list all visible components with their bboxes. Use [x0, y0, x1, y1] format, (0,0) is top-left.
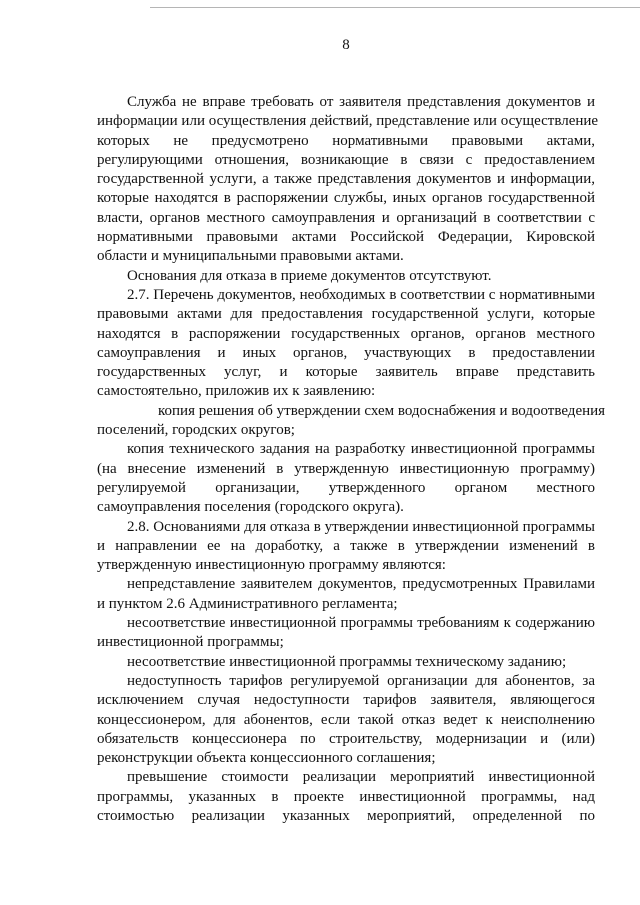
text-line: поселений, городских округов; [97, 422, 295, 439]
text-line: несоответствие инвестиционной программы требованиям к содержанию [127, 615, 595, 632]
paragraph [97, 768, 595, 826]
text-line: Основания для отказа в приеме документов отсутствуют. [127, 267, 492, 284]
text-line: инвестиционной программы; [97, 634, 284, 651]
text-line: 2.7. Перечень документов, необходимых в соответствии с нормативными [127, 286, 595, 303]
text-line: самостоятельно, приложив их к заявлению: [97, 383, 376, 400]
text-line: (на внесение изменений в утвержденную инвестиционную программу) [97, 460, 595, 477]
text-line: несоответствие инвестиционной программы техническому заданию; [127, 653, 567, 670]
paragraph [97, 286, 595, 402]
text-line: самоуправления и иных органов, участвующих в предоставлении [97, 344, 595, 361]
text-line: Служба не вправе требовать от заявителя представления документов и [127, 94, 595, 110]
page-number: 8 [342, 37, 350, 53]
paragraph [97, 518, 595, 576]
text-line: исключением случая недоступности тарифов заявителя, являющегося [97, 692, 595, 709]
text-line: правовыми актами для предоставления государственной услуги, которые [97, 306, 595, 323]
text-line: превышение стоимости реализации мероприятий инвестиционной [127, 769, 595, 786]
text-line: информации или осуществления действий, представление или осуществление [97, 113, 599, 130]
text-line: и направлении ее на доработку, а также в утверждении изменений в [97, 537, 595, 554]
document-body [97, 93, 606, 826]
text-line: которые находятся в распоряжении службы, иных органов государственной [97, 190, 595, 207]
paragraph [97, 93, 599, 267]
text-line: находятся в распоряжении государственных органов, органов местного [97, 325, 595, 342]
paragraph [97, 402, 606, 441]
text-line: регулирующими отношения, возникающие в связи с предоставлением [97, 151, 595, 168]
text-line: копия технического задания на разработку инвестиционной программы [127, 441, 595, 458]
text-line: которых не предусмотрено нормативными правовыми актами, [97, 132, 595, 149]
text-line: государственных услуг, и которые заявитель вправе представить [97, 364, 595, 381]
paragraph [97, 440, 595, 517]
text-line: копия решения об утверждении схем водоснабжения и водоотведения [158, 402, 606, 419]
text-line: стоимостью реализации указанных мероприятий, определенной по [97, 807, 595, 824]
text-line: обязательств концессионера по строительству, модернизации и (или) [97, 730, 595, 747]
paragraph [97, 672, 595, 768]
text-line: реконструкции объекта концессионного соглашения; [97, 750, 436, 767]
text-line: самоуправления поселения (городского округа). [97, 499, 404, 516]
text-line: недоступность тарифов регулируемой организации для абонентов, за [127, 672, 595, 689]
text-line: и пунктом 2.6 Административного регламента; [97, 595, 398, 612]
text-line: регулируемой организации, утвержденного органом местного [97, 479, 595, 496]
text-line: программы, указанных в проекте инвестиционной программы, над [97, 788, 595, 805]
text-line: области и муниципальными правовыми актами. [97, 248, 404, 265]
paragraph [97, 267, 595, 286]
text-line: концессионером, для абонентов, если такой отказ ведет к неисполнению [97, 711, 595, 728]
scan-edge-line [150, 7, 640, 8]
paragraph [97, 575, 595, 614]
text-line: 2.8. Основаниями для отказа в утверждении инвестиционной программы [127, 518, 595, 535]
text-line: власти, органов местного самоуправления и организаций в соответствии с [97, 209, 595, 226]
text-line: непредставление заявителем документов, предусмотренных Правилами [127, 576, 595, 593]
text-line: утвержденную инвестиционную программу являются: [97, 557, 446, 574]
paragraph [97, 653, 595, 672]
paragraph [97, 614, 595, 653]
text-line: государственной услуги, а также представления документов и информации, [97, 171, 595, 188]
text-line: нормативными правовыми актами Российской Федерации, Кировской [97, 229, 595, 246]
